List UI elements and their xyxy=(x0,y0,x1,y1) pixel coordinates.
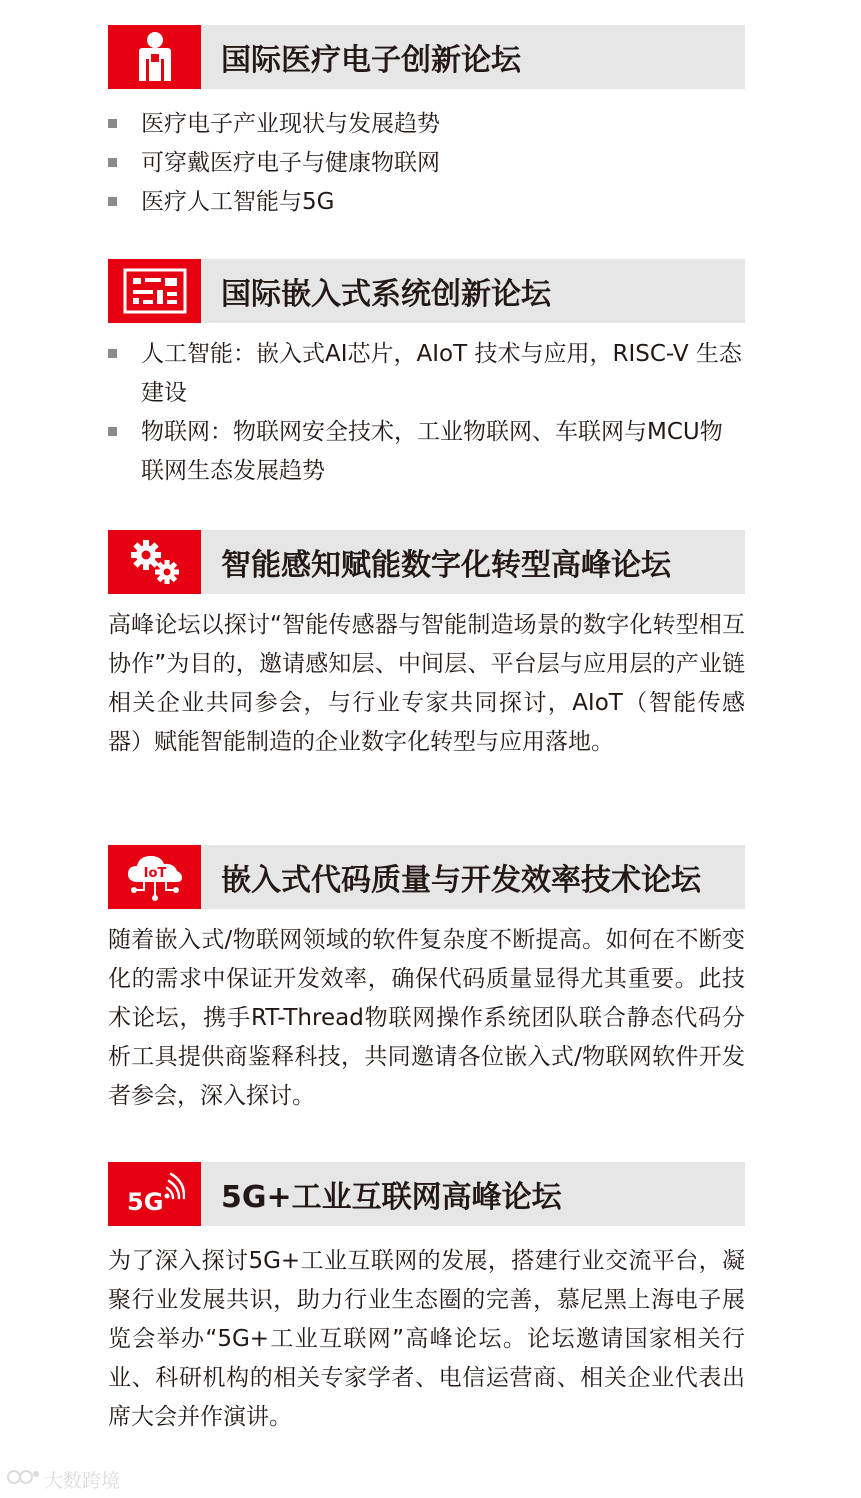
iot-cloud-icon xyxy=(108,845,201,909)
forum-sensing-section xyxy=(108,530,745,762)
forum-description: 随着嵌入式/物联网领域的软件复杂度不断提高。如何在不断变化的需求中保证开发效率，确保代码质量显得尤其重要。此技术论坛，携手RT-Thread物联网操作系统团队联合静态代码分析工具提供商鉴释科技，共同邀请各位嵌入式/物联网软件开发者参会，深入探讨。 xyxy=(108,927,745,1109)
forum-title: 智能感知赋能数字化转型高峰论坛 xyxy=(221,548,671,583)
list-item: 医疗人工智能与5G xyxy=(108,183,745,222)
medical-person-icon xyxy=(108,25,201,89)
forum-code-quality-section xyxy=(108,845,745,1116)
forum-title: 国际医疗电子创新论坛 xyxy=(221,43,521,78)
svg-text:IoT: IoT xyxy=(143,866,166,881)
watermark-text: 大数跨境 xyxy=(44,1470,121,1492)
forum-5g-section xyxy=(108,1162,745,1437)
circuit-board-icon xyxy=(108,259,201,323)
list-item: 医疗电子产业现状与发展趋势 xyxy=(108,105,745,144)
5g-signal-icon xyxy=(108,1162,201,1226)
topic-list xyxy=(108,335,745,491)
forum-header xyxy=(108,845,745,909)
forum-header xyxy=(108,25,745,89)
forum-description: 为了深入探讨5G+工业互联网的发展，搭建行业交流平台，凝聚行业发展共识，助力行业生态圈的完善，慕尼黑上海电子展览会举办“5G+工业互联网”高峰论坛。论坛邀请国家相关行业、科研机构的相关专家学者、电信运营商、相关企业代表出席大会并作演讲。 xyxy=(108,1248,745,1430)
forum-embedded-section xyxy=(108,259,745,491)
forum-header xyxy=(108,259,745,323)
forum-title: 国际嵌入式系统创新论坛 xyxy=(221,277,551,312)
watermark xyxy=(6,1466,120,1493)
gears-icon xyxy=(108,530,201,594)
forum-header xyxy=(108,1162,745,1226)
list-item: 人工智能：嵌入式AI芯片，AIoT 技术与应用，RISC-V 生态建设 xyxy=(108,335,745,413)
forum-description: 高峰论坛以探讨“智能传感器与智能制造场景的数字化转型相互协作”为目的，邀请感知层、中间层、平台层与应用层的产业链相关企业共同参会，与行业专家共同探讨，AIoT（智能传感器）赋能智能制造的企业数字化转型与应用落地。 xyxy=(108,612,745,755)
list-item: 可穿戴医疗电子与健康物联网 xyxy=(108,144,745,183)
forum-title: 5G+工业互联网高峰论坛 xyxy=(221,1180,562,1215)
forum-medical-section xyxy=(108,25,745,222)
watermark-logo-icon xyxy=(6,1466,40,1493)
topic-list xyxy=(108,105,745,222)
svg-text:5G: 5G xyxy=(126,1188,163,1216)
list-item: 物联网：物联网安全技术，工业物联网、车联网与MCU物联网生态发展趋势 xyxy=(108,413,745,491)
forum-title: 嵌入式代码质量与开发效率技术论坛 xyxy=(221,863,701,898)
forum-header xyxy=(108,530,745,594)
